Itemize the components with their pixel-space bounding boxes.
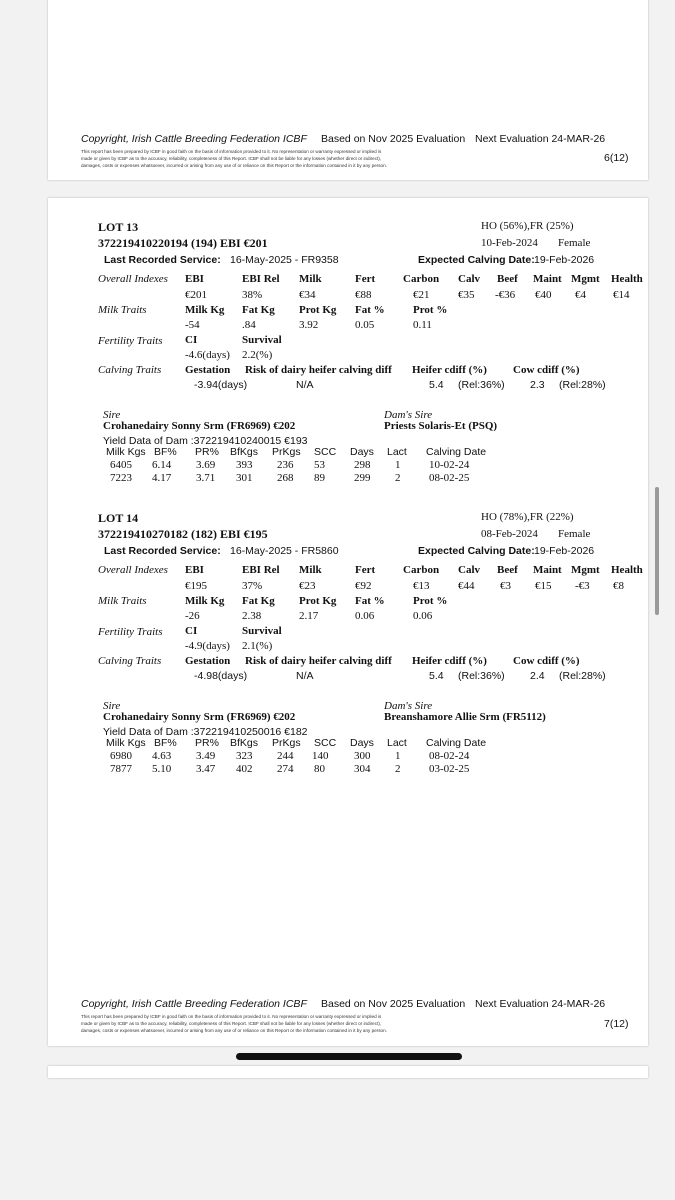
oh-ebi-rel: EBI Rel xyxy=(242,564,280,576)
ov-fert: €92 xyxy=(355,580,372,592)
mv-fat-kg: 2.38 xyxy=(242,610,262,622)
cv-heifer: 5.4 xyxy=(429,379,444,391)
home-indicator[interactable] xyxy=(236,1053,462,1060)
mh-prot-kg: Prot Kg xyxy=(299,595,337,607)
footer-based-on: Based on Nov 2025 Evaluation xyxy=(321,998,466,1010)
y1-milk: 6980 xyxy=(110,750,132,762)
ch-heifer: Heifer cdiff (%) xyxy=(412,655,487,667)
ov-health: €8 xyxy=(613,580,624,592)
yh-prkgs: PrKgs xyxy=(272,446,301,458)
mh-milk-kg: Milk Kg xyxy=(185,304,225,316)
footer-disclaimer-1: This report has been prepared by ICBF in good faith on the basis of information provided to it. No representation or warranty expressed or implied is xyxy=(81,149,382,154)
yh-scc: SCC xyxy=(314,737,337,749)
ov-maint: €40 xyxy=(535,289,552,301)
dams-sire-label: Dam's Sire xyxy=(384,409,433,421)
ch-risk: Risk of dairy heifer calving diff xyxy=(245,655,392,667)
y1-pr: 3.49 xyxy=(196,750,216,762)
oh-milk: Milk xyxy=(299,273,322,285)
y1-bfkgs: 323 xyxy=(236,750,253,762)
lot-14-title: LOT 14 xyxy=(98,511,139,525)
page-8-top xyxy=(48,1066,648,1078)
y1-date: 10-02-24 xyxy=(429,459,470,471)
y2-date: 08-02-25 xyxy=(429,472,470,484)
ov-ebi: €201 xyxy=(185,289,207,301)
footer-next-eval: Next Evaluation 24-MAR-26 xyxy=(475,133,606,145)
y2-bf: 4.17 xyxy=(152,472,172,484)
yh-pr: PR% xyxy=(195,737,219,749)
expected-calving-label: Expected Calving Date: xyxy=(418,545,535,557)
yh-bf: BF% xyxy=(154,446,177,458)
calving-traits-label: Calving Traits xyxy=(98,655,162,667)
y2-pr: 3.71 xyxy=(196,472,216,484)
yh-lact: Lact xyxy=(387,737,407,749)
oh-beef: Beef xyxy=(497,273,518,285)
yh-lact: Lact xyxy=(387,446,407,458)
y1-bf: 6.14 xyxy=(152,459,172,471)
mv-prot-pct: 0.06 xyxy=(413,610,433,622)
y1-scc: 140 xyxy=(312,750,329,762)
yh-bf: BF% xyxy=(154,737,177,749)
y2-milk: 7877 xyxy=(110,763,132,775)
fv-survival: 2.1(%) xyxy=(242,640,273,652)
yh-bfkgs: BfKgs xyxy=(230,737,259,749)
lot-14-sex: Female xyxy=(558,528,591,540)
cv-cow: 2.3 xyxy=(530,379,545,391)
fh-survival: Survival xyxy=(242,334,282,346)
mh-fat-pct: Fat % xyxy=(355,595,385,607)
footer-disclaimer-3: damages, costs or expenses whatsoever, incurred or arising from any use of or reliance on this Report or the information contained in it by any person. xyxy=(81,1028,387,1033)
yh-prkgs: PrKgs xyxy=(272,737,301,749)
footer-copyright: Copyright, Irish Cattle Breeding Federation ICBF xyxy=(81,998,307,1010)
ov-beef: -€36 xyxy=(495,289,516,301)
overall-indexes-label: Overall Indexes xyxy=(98,564,168,576)
expected-calving-label: Expected Calving Date: xyxy=(418,254,535,266)
last-service-value: 16-May-2025 - FR9358 xyxy=(230,254,339,266)
yh-milk: Milk Kgs xyxy=(106,737,146,749)
y2-milk: 7223 xyxy=(110,472,132,484)
ch-cow: Cow cdiff (%) xyxy=(513,655,580,667)
ov-calv: €35 xyxy=(458,289,475,301)
y1-prkgs: 236 xyxy=(277,459,294,471)
y1-lact: 1 xyxy=(395,750,401,762)
page-7 xyxy=(48,198,648,1046)
ov-health: €14 xyxy=(613,289,630,301)
y2-bfkgs: 402 xyxy=(236,763,253,775)
page-6-bottom xyxy=(48,0,648,180)
y2-scc: 89 xyxy=(314,472,325,484)
dams-sire-label: Dam's Sire xyxy=(384,700,433,712)
yh-bfkgs: BfKgs xyxy=(230,446,259,458)
mh-milk-kg: Milk Kg xyxy=(185,595,225,607)
mv-milk-kg: -26 xyxy=(185,610,200,622)
sire-label: Sire xyxy=(103,409,121,421)
ov-milk: €23 xyxy=(299,580,316,592)
ov-carbon: €13 xyxy=(413,580,430,592)
ov-ebi-rel: 37% xyxy=(242,580,263,592)
footer-next-eval: Next Evaluation 24-MAR-26 xyxy=(475,998,606,1010)
ch-risk: Risk of dairy heifer calving diff xyxy=(245,364,392,376)
y1-bf: 4.63 xyxy=(152,750,172,762)
y2-days: 299 xyxy=(354,472,371,484)
mh-prot-kg: Prot Kg xyxy=(299,304,337,316)
fh-survival: Survival xyxy=(242,625,282,637)
oh-ebi: EBI xyxy=(185,564,204,576)
fertility-traits-label: Fertility Traits xyxy=(98,335,163,347)
ch-gestation: Gestation xyxy=(185,655,231,667)
footer-based-on: Based on Nov 2025 Evaluation xyxy=(321,133,466,145)
milk-traits-label: Milk Traits xyxy=(98,595,147,607)
oh-mgmt: Mgmt xyxy=(571,564,600,576)
cv-cow-rel: (Rel:28%) xyxy=(559,670,606,682)
oh-health: Health xyxy=(611,273,643,285)
oh-ebi-rel: EBI Rel xyxy=(242,273,280,285)
scrollbar[interactable] xyxy=(655,487,659,615)
oh-beef: Beef xyxy=(497,564,518,576)
mh-fat-pct: Fat % xyxy=(355,304,385,316)
oh-mgmt: Mgmt xyxy=(571,273,600,285)
sire-label: Sire xyxy=(103,700,121,712)
mv-milk-kg: -54 xyxy=(185,319,200,331)
ov-ebi: €195 xyxy=(185,580,207,592)
fv-ci: -4.6(days) xyxy=(185,349,230,361)
milk-traits-label: Milk Traits xyxy=(98,304,147,316)
calving-traits-label: Calving Traits xyxy=(98,364,162,376)
yh-pr: PR% xyxy=(195,446,219,458)
ov-carbon: €21 xyxy=(413,289,430,301)
y1-prkgs: 244 xyxy=(277,750,294,762)
y2-days: 304 xyxy=(354,763,371,775)
last-service-value: 16-May-2025 - FR5860 xyxy=(230,545,339,557)
yield-title: Yield Data of Dam :372219410240015 €193 xyxy=(103,435,308,447)
dams-sire-name: Priests Solaris-Et (PSQ) xyxy=(384,420,498,432)
y2-scc: 80 xyxy=(314,763,325,775)
oh-maint: Maint xyxy=(533,273,562,285)
oh-maint: Maint xyxy=(533,564,562,576)
lot-14-id: 372219410270182 (182) EBI €195 xyxy=(98,527,268,541)
fv-ci: -4.9(days) xyxy=(185,640,230,652)
last-service-label: Last Recorded Service: xyxy=(104,545,221,557)
fh-ci: CI xyxy=(185,625,198,637)
ov-milk: €34 xyxy=(299,289,316,301)
cv-heifer-rel: (Rel:36%) xyxy=(458,379,505,391)
mv-prot-kg: 2.17 xyxy=(299,610,319,622)
oh-health: Health xyxy=(611,564,643,576)
oh-carbon: Carbon xyxy=(403,273,440,285)
yh-calving-date: Calving Date xyxy=(426,737,487,749)
mh-prot-pct: Prot % xyxy=(413,304,448,316)
ov-calv: €44 xyxy=(458,580,475,592)
fertility-traits-label: Fertility Traits xyxy=(98,626,163,638)
footer-disclaimer-3: damages, costs or expenses whatsoever, incurred or arising from any use of or reliance on this Report or the information contained in it by any person. xyxy=(81,163,387,168)
lot-13-sex: Female xyxy=(558,237,591,249)
cv-cow: 2.4 xyxy=(530,670,545,682)
cv-gestation: -4.98(days) xyxy=(194,670,248,682)
fh-ci: CI xyxy=(185,334,198,346)
yh-calving-date: Calving Date xyxy=(426,446,487,458)
y2-lact: 2 xyxy=(395,472,401,484)
yh-days: Days xyxy=(350,737,374,749)
y2-bf: 5.10 xyxy=(152,763,172,775)
mh-fat-kg: Fat Kg xyxy=(242,304,275,316)
ov-ebi-rel: 38% xyxy=(242,289,263,301)
y1-days: 300 xyxy=(354,750,371,762)
oh-ebi: EBI xyxy=(185,273,204,285)
y2-pr: 3.47 xyxy=(196,763,216,775)
ch-gestation: Gestation xyxy=(185,364,231,376)
y1-pr: 3.69 xyxy=(196,459,216,471)
mv-fat-kg: .84 xyxy=(242,319,256,331)
mh-fat-kg: Fat Kg xyxy=(242,595,275,607)
lot-13-dob: 10-Feb-2024 xyxy=(481,237,538,249)
expected-calving-value: 19-Feb-2026 xyxy=(534,254,595,266)
ov-maint: €15 xyxy=(535,580,552,592)
lot-14-breed: HO (78%),FR (22%) xyxy=(481,511,574,523)
y1-milk: 6405 xyxy=(110,459,132,471)
yh-scc: SCC xyxy=(314,446,337,458)
y1-lact: 1 xyxy=(395,459,401,471)
dams-sire-name: Breanshamore Allie Srm (FR5112) xyxy=(384,711,546,723)
ov-mgmt: €4 xyxy=(575,289,586,301)
lot-13-id: 372219410220194 (194) EBI €201 xyxy=(98,236,268,250)
ov-beef: €3 xyxy=(500,580,511,592)
sire-name: Crohanedairy Sonny Srm (FR6969) €202 xyxy=(103,420,296,432)
y2-prkgs: 274 xyxy=(277,763,294,775)
mv-prot-kg: 3.92 xyxy=(299,319,319,331)
ch-heifer: Heifer cdiff (%) xyxy=(412,364,487,376)
cv-risk: N/A xyxy=(296,670,314,682)
yh-days: Days xyxy=(350,446,374,458)
cv-risk: N/A xyxy=(296,379,314,391)
mv-fat-pct: 0.05 xyxy=(355,319,375,331)
page-number: 6(12) xyxy=(604,152,629,164)
ov-mgmt: -€3 xyxy=(575,580,590,592)
y1-days: 298 xyxy=(354,459,371,471)
footer-disclaimer-2: made or given by ICBF as to the accuracy, reliability, completeness of this Report. ICBF shall not be liable for any losses (whether direct or indirect), xyxy=(81,156,382,161)
ch-cow: Cow cdiff (%) xyxy=(513,364,580,376)
y1-bfkgs: 393 xyxy=(236,459,253,471)
mv-fat-pct: 0.06 xyxy=(355,610,375,622)
y1-date: 08-02-24 xyxy=(429,750,470,762)
mh-prot-pct: Prot % xyxy=(413,595,448,607)
expected-calving-value: 19-Feb-2026 xyxy=(534,545,595,557)
footer-disclaimer-2: made or given by ICBF as to the accuracy, reliability, completeness of this Report. ICBF shall not be liable for any losses (whether direct or indirect), xyxy=(81,1021,382,1026)
yield-title: Yield Data of Dam :372219410250016 €182 xyxy=(103,726,308,738)
oh-carbon: Carbon xyxy=(403,564,440,576)
y2-lact: 2 xyxy=(395,763,401,775)
y2-prkgs: 268 xyxy=(277,472,294,484)
fv-survival: 2.2(%) xyxy=(242,349,273,361)
last-service-label: Last Recorded Service: xyxy=(104,254,221,266)
overall-indexes-label: Overall Indexes xyxy=(98,273,168,285)
footer-disclaimer-1: This report has been prepared by ICBF in good faith on the basis of information provided to it. No representation or warranty expressed or implied is xyxy=(81,1014,382,1019)
page-number: 7(12) xyxy=(604,1018,629,1030)
oh-calv: Calv xyxy=(458,564,480,576)
lot-14-dob: 08-Feb-2024 xyxy=(481,528,538,540)
oh-calv: Calv xyxy=(458,273,480,285)
sire-name: Crohanedairy Sonny Srm (FR6969) €202 xyxy=(103,711,296,723)
cv-heifer-rel: (Rel:36%) xyxy=(458,670,505,682)
oh-fert: Fert xyxy=(355,564,376,576)
cv-heifer: 5.4 xyxy=(429,670,444,682)
cv-gestation: -3.94(days) xyxy=(194,379,248,391)
lot-13-breed: HO (56%),FR (25%) xyxy=(481,220,574,232)
cv-cow-rel: (Rel:28%) xyxy=(559,379,606,391)
y1-scc: 53 xyxy=(314,459,325,471)
yh-milk: Milk Kgs xyxy=(106,446,146,458)
y2-date: 03-02-25 xyxy=(429,763,470,775)
footer-copyright: Copyright, Irish Cattle Breeding Federation ICBF xyxy=(81,133,307,145)
ov-fert: €88 xyxy=(355,289,372,301)
oh-milk: Milk xyxy=(299,564,322,576)
oh-fert: Fert xyxy=(355,273,376,285)
mv-prot-pct: 0.11 xyxy=(413,319,432,331)
lot-13-title: LOT 13 xyxy=(98,220,139,234)
y2-bfkgs: 301 xyxy=(236,472,253,484)
